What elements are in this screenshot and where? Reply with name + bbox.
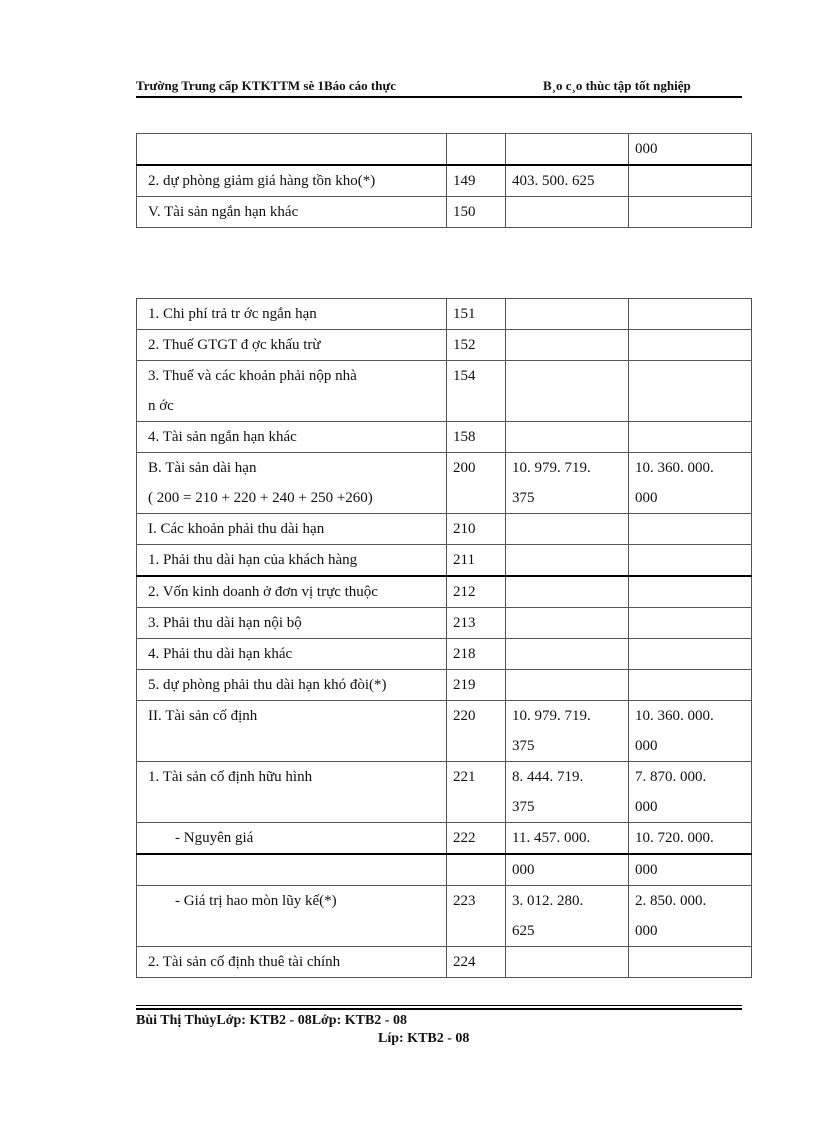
table-row: B. Tài sản dài hạn ( 200 = 210 + 220 + 240 + 250 +260) 200 10. 979. 719. 375 10. 360. 000. 000 <box>137 453 752 514</box>
table-row: 2. Vốn kinh doanh ở đơn vị trực thuộc 212 <box>137 576 752 608</box>
table-row: 1. Chi phí trả tr ớc ngắn hạn 151 <box>137 299 752 330</box>
header-report-title: B¸o c¸o thùc tập tốt nghiệp <box>543 78 691 93</box>
footer-author: Bùi Thị ThủyLớp: KTB2 - 08Lớp: KTB2 - 08 <box>136 1013 407 1028</box>
table-row: 4. Phải thu dài hạn khác 218 <box>137 639 752 670</box>
table-row: 000 <box>137 134 752 166</box>
table-row: I. Các khoản phải thu dài hạn 210 <box>137 514 752 545</box>
table-row: 000 000 <box>137 854 752 886</box>
table-row: 1. Phải thu dài hạn của khách hàng 211 <box>137 545 752 577</box>
table-row: 1. Tài sản cố định hữu hình 221 8. 444. 719. 375 7. 870. 000. 000 <box>137 762 752 823</box>
footer-class: Líp: KTB2 - 08 <box>378 1031 470 1046</box>
table-row: - Giá trị hao mòn lũy kế(*) 223 3. 012. 280. 625 2. 850. 000. 000 <box>137 886 752 947</box>
header-school: Trường Trung cấp KTKTTM sè 1Báo cáo thực <box>136 78 397 93</box>
table-row: II. Tài sản cố định 220 10. 979. 719. 375 10. 360. 000. 000 <box>137 701 752 762</box>
table-row: 3. Thuế và các khoản phải nộp nhà n ớc 154 <box>137 361 752 422</box>
table-row: 2. dự phòng giảm giá hàng tồn kho(*) 149 403. 500. 625 <box>137 165 752 197</box>
table-row: V. Tài sản ngắn hạn khác 150 <box>137 197 752 228</box>
table-row: 2. Tài sản cố định thuê tài chính 224 <box>137 947 752 978</box>
balance-table-top <box>136 133 752 228</box>
table-row: 4. Tài sản ngắn hạn khác 158 <box>137 422 752 453</box>
footer-divider <box>136 1005 742 1006</box>
table-row: 2. Thuế GTGT đ ợc khấu trừ 152 <box>137 330 752 361</box>
table-row: 3. Phải thu dài hạn nội bộ 213 <box>137 608 752 639</box>
table-row: - Nguyên giá 222 11. 457. 000. 10. 720. 000. <box>137 823 752 855</box>
table-row: 5. dự phòng phải thu dài hạn khó đòi(*) 219 <box>137 670 752 701</box>
balance-table-main <box>136 298 752 978</box>
footer-divider <box>136 1008 742 1010</box>
page-header <box>136 78 742 98</box>
